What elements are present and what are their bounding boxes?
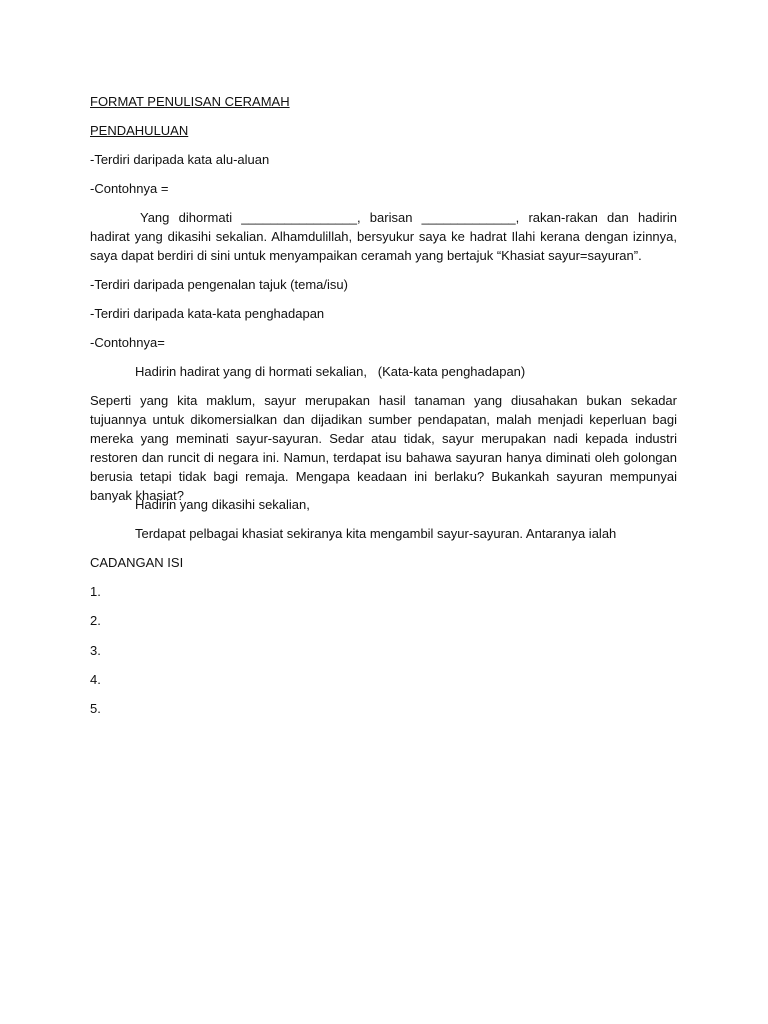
point-kata-penghadapan: -Terdiri daripada kata-kata penghadapan bbox=[90, 306, 325, 321]
point-pengenalan-tajuk: -Terdiri daripada pengenalan tajuk (tema/isu) bbox=[90, 277, 348, 292]
list-item: 4. bbox=[90, 672, 101, 687]
list-item: 3. bbox=[90, 643, 101, 658]
section-heading-pendahuluan: PENDAHULUAN bbox=[90, 123, 189, 138]
example-label-1: -Contohnya = bbox=[90, 181, 169, 196]
body-paragraph: Seperti yang kita maklum, sayur merupakan hasil tanaman yang diusahakan bukan sekadar tujuannya untuk dikomersialkan dan dijadikan sumber pendapatan, malah menjadi keperluan bagi mereka yang meminati sayur-sayuran. Sedar atau tidak, sayur merupakan nadi kepada industri restoren dan runcit di negara ini. Namun, terdapat isu bahawa sayuran hanya diminati oleh golongan berusia tetapi tidak bagi remaja. Mengapa keadaan ini berlaku? Bukankah sayuran mempunyai banyak khasiat? bbox=[90, 393, 677, 503]
list-item: 5. bbox=[90, 701, 101, 716]
point-alu-aluan: -Terdiri daripada kata alu-aluan bbox=[90, 152, 270, 167]
example-label-2: -Contohnya= bbox=[90, 335, 165, 350]
lead-line: Terdapat pelbagai khasiat sekiranya kita mengambil sayur-sayuran. Antaranya ialah bbox=[135, 526, 617, 541]
example-paragraph-1: Yang dihormati ________________, barisan _____________, rakan-rakan dan hadirin hadirat yang dikasihi sekalian. Alhamdulillah, bersyukur saya ke hadrat Ilahi kerana dengan izinnya, saya dapat berdiri di sini untuk menyampaikan ceramah yang bertajuk “Khasiat sayur=sayuran”. bbox=[90, 210, 677, 263]
section-heading-cadangan-isi: CADANGAN ISI bbox=[90, 555, 184, 570]
greeting-line: Hadirin yang dikasihi sekalian, bbox=[135, 497, 310, 512]
list-item: 2. bbox=[90, 613, 101, 628]
list-item: 1. bbox=[90, 584, 101, 599]
document-title: FORMAT PENULISAN CERAMAH bbox=[90, 94, 290, 109]
example-line-2: Hadirin hadirat yang di hormati sekalian, (Kata-kata penghadapan) bbox=[135, 364, 526, 379]
